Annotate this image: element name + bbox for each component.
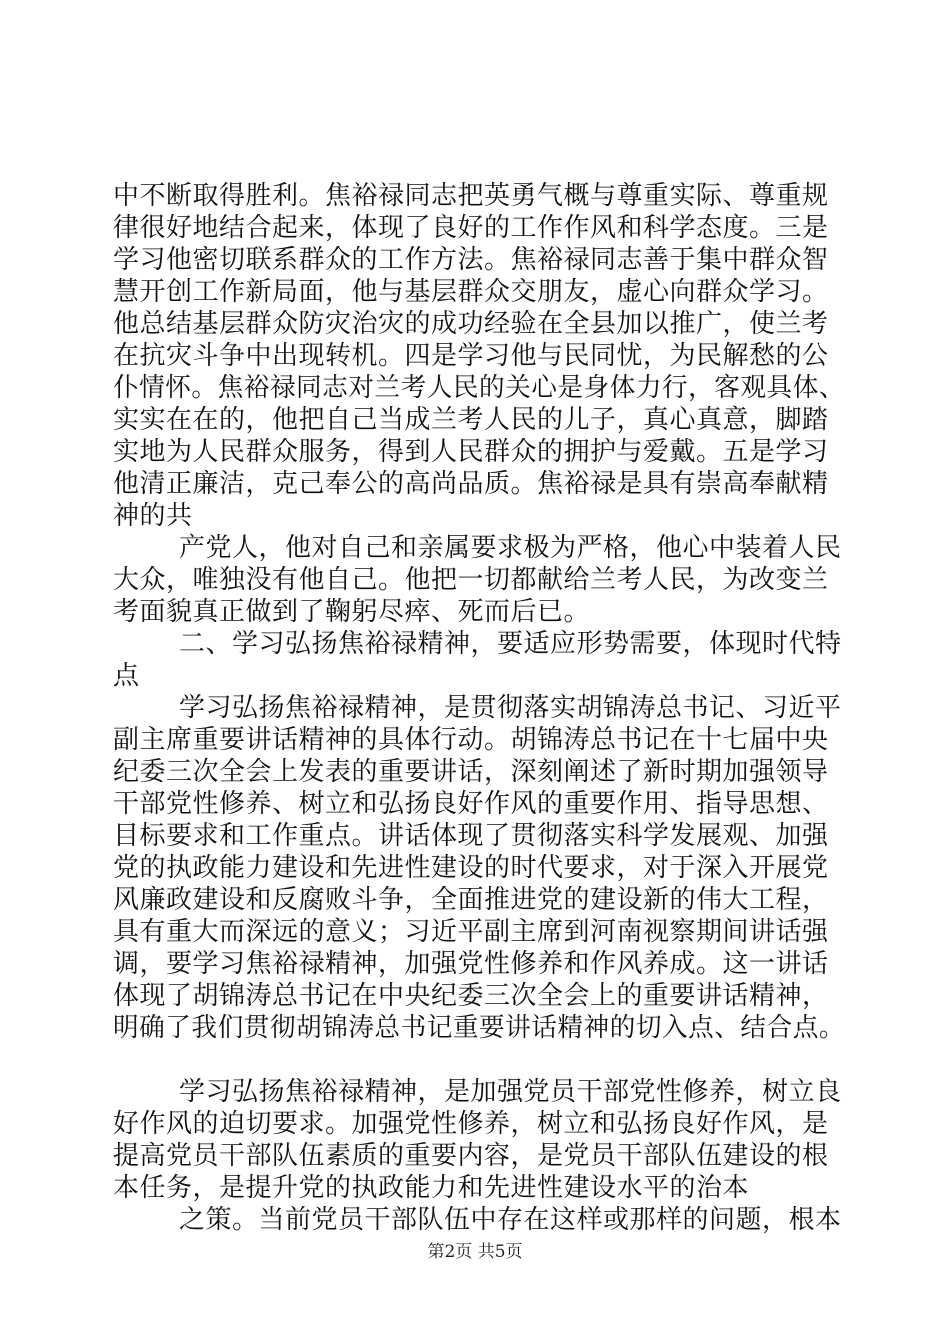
page-number-footer: 第2页 共5页 [427,1242,523,1262]
section-heading: 点 [113,661,140,691]
body-line: 提高党员干部队伍素质的重要内容，是党员干部队伍建设的根 [113,1141,829,1171]
body-line: 本任务，是提升党的执政能力和先进性建设水平的治本 [113,1173,750,1203]
body-line: 学习他密切联系群众的工作方法。焦裕禄同志善于集中群众智 [113,245,829,275]
body-line: 他清正廉洁，克己奉公的高尚品质。焦裕禄是具有崇高奉献精 [113,469,829,499]
body-line: 风廉政建设和反腐败斗争，全面推进党的建设新的伟大工程， [113,885,829,915]
body-line: 实实在在的，他把自己当成兰考人民的儿子，真心真意，脚踏 [113,405,829,435]
body-line: 产党人，他对自己和亲属要求极为严格，他心中装着人民 [179,533,842,563]
body-line: 学习弘扬焦裕禄精神，是贯彻落实胡锦涛总书记、习近平 [179,693,842,723]
body-line: 考面貌真正做到了鞠躬尽瘁、死而后已。 [113,597,591,627]
body-line: 调，要学习焦裕禄精神，加强党性修养和作风养成。这一讲话 [113,949,829,979]
body-line: 实地为人民群众服务，得到人民群众的拥护与爱戴。五是学习 [113,437,829,467]
body-line: 干部党性修养、树立和弘扬良好作风的重要作用、指导思想、 [113,789,829,819]
body-line: 慧开创工作新局面，他与基层群众交朋友，虚心向群众学习。 [113,277,829,307]
body-line: 纪委三次全会上发表的重要讲话，深刻阐述了新时期加强领导 [113,757,829,787]
body-line: 好作风的迫切要求。加强党性修养，树立和弘扬良好作风，是 [113,1109,829,1139]
section-heading: 二、学习弘扬焦裕禄精神，要适应形势需要，体现时代特 [179,629,842,659]
body-line: 党的执政能力建设和先进性建设的时代要求，对于深入开展党 [113,853,829,883]
body-line: 副主席重要讲话精神的具体行动。胡锦涛总书记在十七届中央 [113,725,829,755]
body-line: 神的共 [113,501,193,531]
body-line: 他总结基层群众防灾治灾的成功经验在全县加以推广，使兰考 [113,309,829,339]
body-line: 律很好地结合起来，体现了良好的工作作风和科学态度。三是 [113,213,829,243]
body-line: 具有重大而深远的意义；习近平副主席到河南视察期间讲话强 [113,917,829,947]
body-line: 大众，唯独没有他自己。他把一切都献给兰考人民，为改变兰 [113,565,829,595]
body-line: 目标要求和工作重点。讲话体现了贯彻落实科学发展观、加强 [113,821,829,851]
body-line: 在抗灾斗争中出现转机。四是学习他与民同忧，为民解愁的公 [113,341,829,371]
body-line: 仆情怀。焦裕禄同志对兰考人民的关心是身体力行，客观具体、 [113,373,845,403]
body-line: 中不断取得胜利。焦裕禄同志把英勇气概与尊重实际、尊重规 [113,181,829,211]
body-line: 明确了我们贯彻胡锦涛总书记重要讲话精神的切入点、结合点。 [113,1013,845,1043]
body-line: 之策。当前党员干部队伍中存在这样或那样的问题，根本 [179,1205,842,1235]
body-line: 体现了胡锦涛总书记在中央纪委三次全会上的重要讲话精神， [113,981,829,1011]
body-line: 学习弘扬焦裕禄精神，是加强党员干部党性修养，树立良 [179,1077,842,1107]
